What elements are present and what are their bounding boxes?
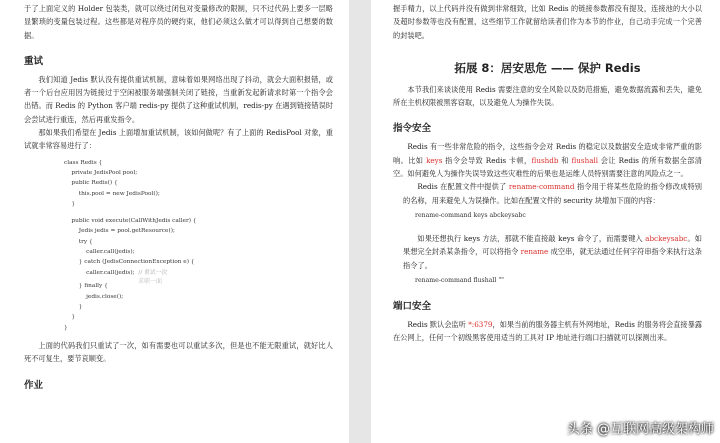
command-security-heading: 指令安全 <box>393 123 432 135</box>
left-page <box>0 0 349 443</box>
code-lines: public void execute(CallWithJedis caller) { Jedis jedis = pool.getResource(); try { caller.call(jedis); } catch (JedisConnectionException e) { caller.call(jedis); <box>71 217 197 276</box>
text-run: Redis 在配置文件中提供了 <box>417 182 509 192</box>
retry-paragraph-2: 那如果我们希望在 Jedis 上面增加重试机制，该如何做呢？有了上面的 RedisPool 对象，重试就非常容易进行了： <box>24 128 333 151</box>
watermark-text: 头条 @互联网高级架构师 <box>566 422 714 437</box>
intro-paragraph: 于了上面定义的 Holder 包装类，就可以绕过闭包对变量修改的限制，只不过代码上要多一层略显繁琐的变量包装过程。这些都是对程序员的硬约束，他们必须这么做才可以得到自己想要的数据。 <box>24 4 333 40</box>
text-run: ，如果当前的服务器主机有外网地址，Redis 的服务将会直接暴露在公网上，任何一个初级黑客使用适当的工具对 IP 地址进行端口扫描就可以探测出来。 <box>393 319 703 343</box>
text-run: 会让 Redis 的所有数据全部清空。如何避免人为操作失误导致这些灾难性的后果也是运维人员特别需要注意的风险点之一。 <box>393 155 702 179</box>
retry-heading: 重试 <box>24 55 44 67</box>
keyword-abckeysabc: abckeysabc <box>645 233 688 243</box>
chapter-title: 拓展 8：居安思危 —— 保护 Redis <box>454 60 641 75</box>
text-run: Redis 有一些非常危险的指令，这些指令会对 Redis 的稳定以及数据安全造成非常严重的影响。比如 <box>393 142 702 165</box>
chapter-intro: 本节我们来谈谈使用 Redis 需要注意的安全风险以及防范措施，避免数据流露和丢失，避免所在主机权限被黑客窃取，以及避免人为操作失误。 <box>393 84 702 108</box>
keyword-flushall: flushall <box>571 155 599 165</box>
command-security-paragraph-2 <box>403 180 702 207</box>
text-run: 指令会导致 Redis 卡顿， <box>442 155 532 165</box>
text-run: 。如果想完全封杀某条指令，可以将指令 <box>403 233 702 257</box>
text-run: 如果还想执行 keys 方法，那就不能直接敲 keys 命令了，而需要键入 <box>417 233 646 243</box>
text-run: 指令用于将某些危险的指令修改成特别的名称，用来避免人为误操作。比如在配置文件的 security 块增加下面的内容： <box>403 182 702 205</box>
port-security-paragraph <box>393 318 702 345</box>
config-line-rename-flushall: rename-command flushall "" <box>415 276 505 284</box>
code-retry-note: // 重试一次 <box>138 269 168 276</box>
config-line-rename-keys: rename-command keys abckeysabc <box>415 211 526 219</box>
command-security-paragraph-3 <box>403 232 702 272</box>
keyword-flushdb: flushdb <box>531 155 559 165</box>
command-security-paragraph-1 <box>393 140 702 180</box>
top-continuation: 握手精力，以上代码并没有做到非常细致，比如 Redis 的链接参数都没有提及，连接池的大小以及超时参数等也没有配置，这些细节工作就留给读者们作为本节的作业，自己动手完成一个完善的封装吧。 <box>393 4 702 40</box>
source-watermark <box>567 418 714 437</box>
text-run: Redis 默认会监听 <box>407 319 469 329</box>
retry-paragraph-1: 我们知道 Jedis 默认没有提供重试机制，意味着如果网络出现了抖动，就会大面积报错，或者一个后台应用因为链接过于空闲被服务端强制关闭了链接，当重新发起新请求时第一个指令会出错。而 Redis 的 Python 客户端 redis-py 提供了这种重试机制，redis-py 在遇到链接错误时会尝试进行重连，然后再重发指令。 <box>24 74 333 124</box>
code-block-3: } finally { jedis.close(); } } } <box>64 283 124 331</box>
keyword-rename-command: rename-command <box>508 182 575 192</box>
text-run: 和 <box>558 155 572 165</box>
homework-heading: 作业 <box>24 379 44 391</box>
code-block-2 <box>64 216 333 278</box>
port-security-heading: 端口安全 <box>393 300 432 312</box>
code-block-1: class Redis { private JedisPool pool; public Redis() { this.pool = new JedisPool(); } <box>64 159 160 208</box>
faint-watermark: 求职一面 <box>138 278 163 285</box>
keyword-keys: keys <box>426 155 443 165</box>
after-code-paragraph: 上面的代码我们只重试了一次，如有需要也可以重试多次，但是也不能无限重试，就好比人死不可复生，要节哀顺变。 <box>24 341 333 364</box>
keyword-rename: rename <box>520 247 549 257</box>
right-page <box>371 0 720 443</box>
text-run: 成空串，就无法通过任何字符串指令来执行这条指令了。 <box>403 247 702 270</box>
port-value: *:6379 <box>468 319 493 329</box>
